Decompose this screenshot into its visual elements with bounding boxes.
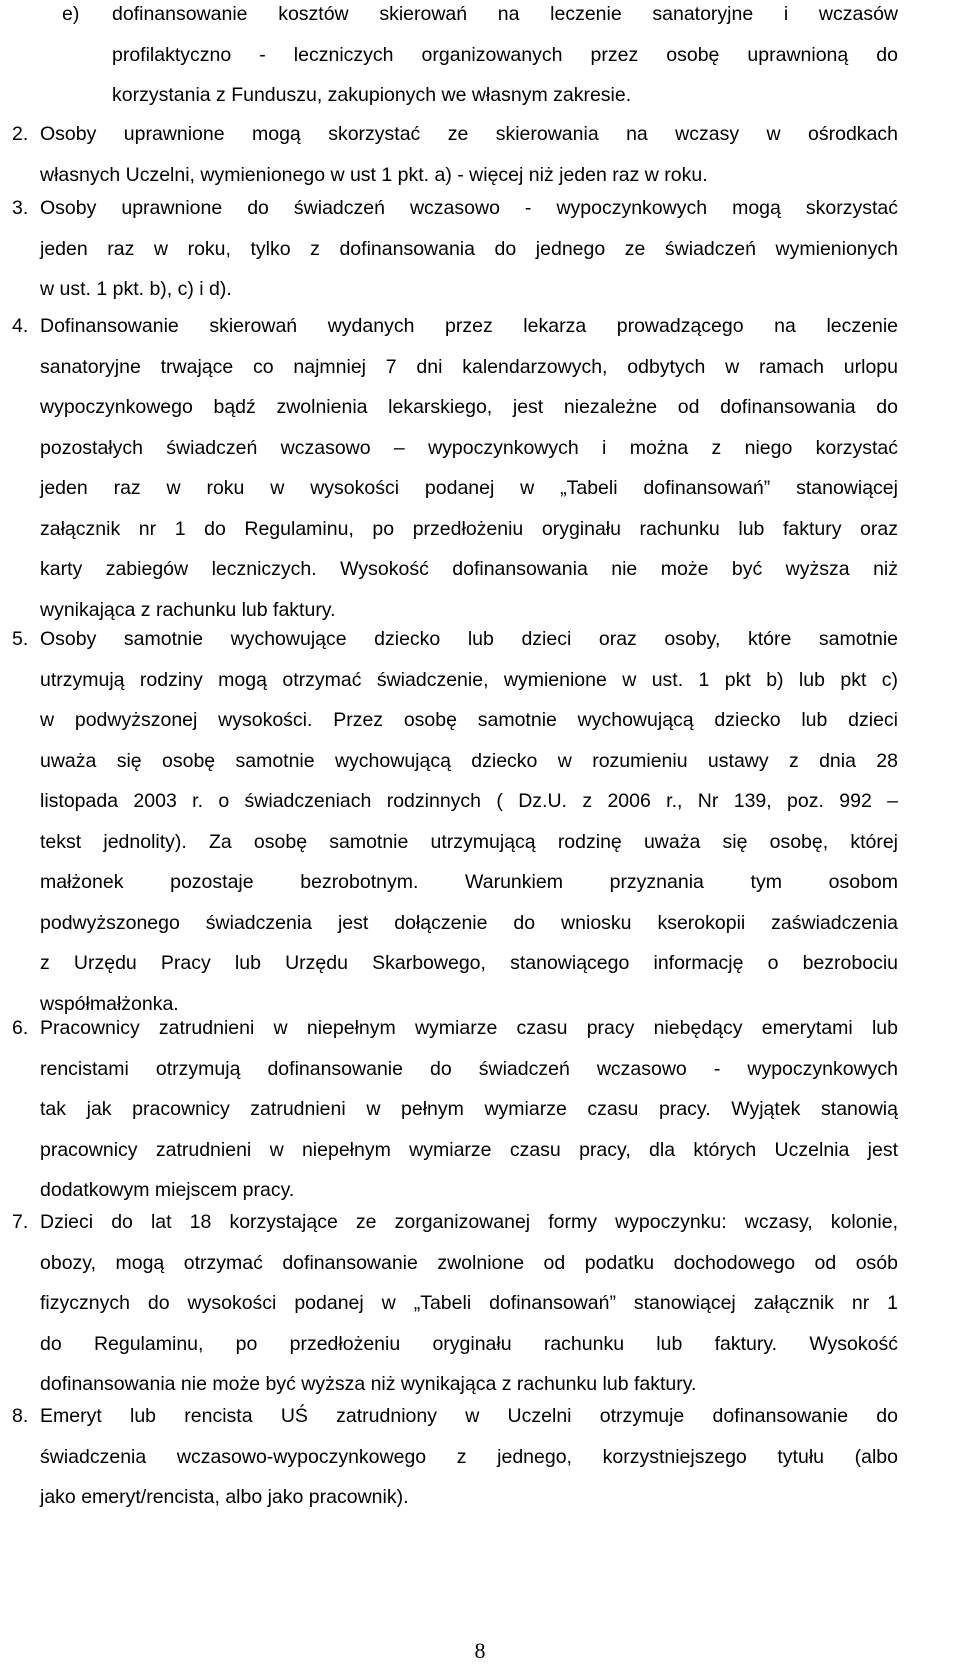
text-line: dofinansowania nie może być wyższa niż wynikająca z rachunku lub faktury. (40, 1373, 697, 1395)
list-marker: 4. (12, 315, 29, 337)
list-marker: 8. (12, 1405, 29, 1427)
list-item-8 (0, 1396, 960, 1518)
text-line: utrzymują rodziny mogą otrzymać świadczenie, wymienione w ust. 1 pkt b) lub pkt c) (40, 668, 898, 691)
list-marker: 3. (12, 197, 29, 219)
list-item-4 (0, 306, 960, 630)
text-line: profilaktyczno - leczniczych organizowanych przez osobę uprawnioną do (112, 43, 898, 66)
text-line: fizycznych do wysokości podanej w „Tabeli dofinansowań” stanowiącej załącznik nr 1 (40, 1292, 898, 1314)
list-marker: e) (62, 3, 80, 25)
text-line: jeden raz w roku w wysokości podanej w „Tabeli dofinansowań” stanowiącej (40, 477, 898, 499)
list-item-7 (0, 1202, 960, 1405)
text-line: pozostałych świadczeń wczasowo – wypoczynkowych i można z niego korzystać (40, 436, 898, 459)
text-line: Osoby samotnie wychowujące dziecko lub dzieci oraz osoby, które samotnie (40, 628, 898, 650)
text-line: Dofinansowanie skierowań wydanych przez lekarza prowadzącego na leczenie (40, 315, 898, 337)
text-line: tak jak pracownicy zatrudnieni w pełnym wymiarze czasu pracy. Wyjątek stanowią (40, 1098, 898, 1120)
text-line: Emeryt lub rencista UŚ zatrudniony w Uczelni otrzymuje dofinansowanie do (40, 1405, 898, 1427)
list-item-5 (0, 619, 960, 1024)
text-line: dodatkowym miejscem pracy. (40, 1179, 295, 1201)
text-line: korzystania z Funduszu, zakupionych we własnym zakresie. (112, 84, 632, 106)
text-line: załącznik nr 1 do Regulaminu, po przedłożeniu oryginału rachunku lub faktury oraz (40, 517, 898, 540)
text-line: z Urzędu Pracy lub Urzędu Skarbowego, stanowiącego informację o bezrobociu (40, 952, 898, 974)
list-marker: 5. (12, 628, 29, 650)
list-marker: 2. (12, 123, 29, 145)
text-line: pracownicy zatrudnieni w niepełnym wymiarze czasu pracy, dla których Uczelnia jest (40, 1138, 898, 1161)
text-line: jako emeryt/rencista, albo jako pracownik). (40, 1486, 409, 1508)
text-line: dofinansowanie kosztów skierowań na leczenie sanatoryjne i wczasów (112, 3, 898, 25)
text-line: świadczenia wczasowo-wypoczynkowego z jednego, korzystniejszego tytułu (albo (40, 1445, 898, 1468)
text-line: uważa się osobę samotnie wychowującą dziecko w rozumieniu ustawy z dnia 28 (40, 749, 898, 772)
list-marker: 6. (12, 1017, 29, 1039)
text-line: wypoczynkowego bądź zwolnienia lekarskiego, jest niezależne od dofinansowania do (40, 396, 898, 418)
text-line: współmałżonka. (40, 992, 179, 1015)
text-line: tekst jednolity). Za osobę samotnie utrzymującą rodzinę uważa się osobę, której (40, 830, 898, 853)
text-line: Osoby uprawnione do świadczeń wczasowo - wypoczynkowych mogą skorzystać (40, 197, 898, 219)
list-item-6 (0, 1008, 960, 1211)
list-item-e (0, 0, 960, 116)
text-line: listopada 2003 r. o świadczeniach rodzinnych ( Dz.U. z 2006 r., Nr 139, poz. 992 – (40, 790, 898, 812)
text-line: małżonek pozostaje bezrobotnym. Warunkiem przyznania tym osobom (40, 871, 898, 893)
text-line: wynikająca z rachunku lub faktury. (40, 598, 336, 621)
text-line: Pracownicy zatrudnieni w niepełnym wymiarze czasu pracy niebędący emerytami lub (40, 1017, 898, 1039)
text-line: karty zabiegów leczniczych. Wysokość dofinansowania nie może być wyższa niż (40, 558, 898, 580)
text-line: sanatoryjne trwające co najmniej 7 dni kalendarzowych, odbytych w ramach urlopu (40, 355, 898, 378)
page-number: 8 (474, 1638, 486, 1663)
list-marker: 7. (12, 1211, 29, 1233)
text-line: Dzieci do lat 18 korzystające ze zorganizowanej formy wypoczynku: wczasy, kolonie, (40, 1211, 898, 1233)
text-line: własnych Uczelni, wymienionego w ust 1 pkt. a) - więcej niż jeden raz w roku. (40, 163, 708, 186)
list-item-2 (0, 114, 960, 195)
text-line: do Regulaminu, po przedłożeniu oryginału rachunku lub faktury. Wysokość (40, 1332, 898, 1355)
text-line: rencistami otrzymują dofinansowanie do świadczeń wczasowo - wypoczynkowych (40, 1057, 898, 1080)
text-line: w podwyższonej wysokości. Przez osobę samotnie wychowującą dziecko lub dzieci (40, 709, 898, 731)
list-item-3 (0, 188, 960, 310)
text-line: podwyższonego świadczenia jest dołączenie do wniosku kserokopii zaświadczenia (40, 911, 898, 934)
text-line: jeden raz w roku, tylko z dofinansowania do jednego ze świadczeń wymienionych (40, 237, 898, 260)
text-line: w ust. 1 pkt. b), c) i d). (40, 278, 232, 300)
text-line: obozy, mogą otrzymać dofinansowanie zwolnione od podatku dochodowego od osób (40, 1251, 898, 1274)
text-line: Osoby uprawnione mogą skorzystać ze skierowania na wczasy w ośrodkach (40, 123, 898, 145)
